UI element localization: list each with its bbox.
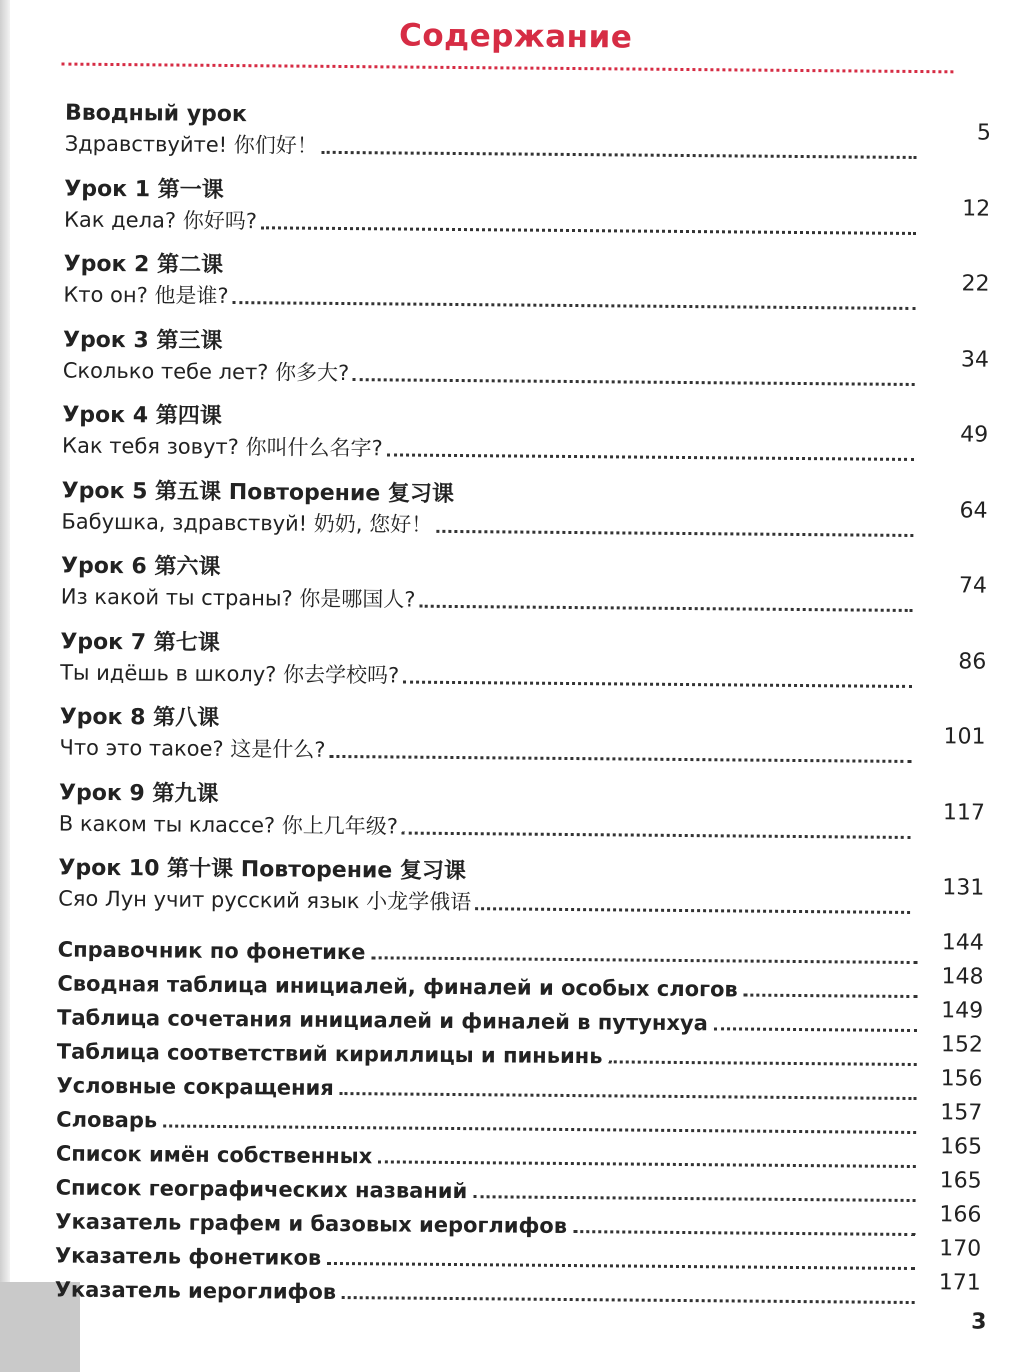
ref-label: Указатель графем и базовых иероглифов bbox=[55, 1209, 568, 1238]
dot-leader bbox=[608, 1060, 916, 1066]
ref-page-number: 152 bbox=[940, 1031, 984, 1058]
dot-leader bbox=[322, 151, 917, 159]
lesson-heading: Урок 1 第一课 bbox=[64, 176, 224, 203]
dot-leader bbox=[436, 529, 913, 536]
dot-leader bbox=[353, 378, 915, 386]
dot-leader bbox=[714, 1027, 917, 1032]
dot-leader bbox=[387, 453, 914, 461]
ref-page-number: 171 bbox=[938, 1269, 981, 1296]
toc-lesson-2[interactable] bbox=[63, 250, 990, 334]
lesson-subtitle: Как тебя зовут? 你叫什么名字? bbox=[62, 433, 383, 461]
lesson-heading: Урок 10 第十课 Повторение 复习课 bbox=[58, 855, 467, 885]
ref-label: Список имён собственных bbox=[55, 1141, 373, 1168]
ref-label: Таблица сочетания инициалей и финалей в путунхуа bbox=[57, 1005, 708, 1035]
lesson-subtitle-row bbox=[61, 506, 917, 543]
lesson-subtitle: Ты идёшь в школу? 你去学校吗? bbox=[60, 660, 400, 688]
lesson-subtitle-row bbox=[60, 657, 916, 694]
lesson-subtitle: Сяо Лун учит русский язык 小龙学俄语 bbox=[58, 886, 472, 915]
lesson-subtitle-row bbox=[59, 808, 915, 845]
dot-leader bbox=[163, 1124, 916, 1134]
toc-ref-character-index[interactable] bbox=[55, 1269, 981, 1311]
ref-label: Указатель фонетиков bbox=[54, 1243, 322, 1270]
dot-leader bbox=[329, 755, 911, 763]
lesson-subtitle: Здравствуйте! 你们好！ bbox=[64, 131, 318, 158]
ref-page-number: 166 bbox=[939, 1201, 982, 1228]
lesson-page-number: 101 bbox=[943, 724, 986, 750]
ref-label: Условные сокращения bbox=[56, 1073, 334, 1100]
lesson-heading: Урок 5 第五课 Повторение 复习课 bbox=[61, 478, 455, 507]
lesson-subtitle-row bbox=[59, 733, 915, 770]
toc-lesson-8[interactable] bbox=[59, 703, 986, 787]
lesson-page-number: 131 bbox=[942, 875, 985, 901]
ref-page-number: 156 bbox=[940, 1065, 983, 1092]
lesson-heading: Урок 2 第二课 bbox=[63, 251, 224, 278]
dot-leader bbox=[744, 993, 918, 998]
lesson-page-number: 86 bbox=[958, 648, 987, 675]
lesson-page-number: 117 bbox=[942, 799, 986, 826]
title-dotted-rule bbox=[61, 63, 953, 74]
toc-lesson-1[interactable] bbox=[64, 174, 991, 258]
lesson-page-number: 74 bbox=[958, 573, 988, 599]
lesson-page-number: 34 bbox=[960, 346, 990, 373]
lesson-page-number: 64 bbox=[959, 497, 988, 524]
dot-leader bbox=[573, 1230, 915, 1236]
dot-leader bbox=[261, 226, 916, 235]
toc-lesson-6[interactable] bbox=[61, 552, 988, 636]
dot-leader bbox=[473, 1195, 915, 1202]
toc-lesson-intro[interactable] bbox=[64, 99, 991, 183]
lesson-heading: Урок 3 第三课 bbox=[62, 327, 223, 354]
dot-leader bbox=[340, 1092, 917, 1100]
toc-lesson-3[interactable] bbox=[63, 325, 990, 409]
lesson-page-number: 12 bbox=[962, 195, 991, 222]
ref-label: Список географических названий bbox=[55, 1175, 468, 1203]
ref-page-number: 149 bbox=[941, 997, 984, 1024]
lesson-subtitle: Сколько тебе лет? 你多大? bbox=[62, 358, 350, 385]
ref-label: Указатель иероглифов bbox=[54, 1277, 337, 1304]
page-title: Содержание bbox=[398, 17, 633, 56]
lesson-heading: Вводный урок bbox=[64, 100, 248, 128]
lesson-heading: Урок 4 第四课 bbox=[62, 402, 222, 429]
dot-leader bbox=[475, 907, 910, 914]
lesson-heading: Урок 7 第七课 bbox=[60, 629, 220, 656]
lesson-subtitle: Кто он? 他是谁? bbox=[63, 282, 229, 309]
dot-leader bbox=[403, 680, 912, 687]
lesson-subtitle: Что это такое? 这是什么? bbox=[59, 735, 326, 762]
lesson-subtitle-row bbox=[62, 431, 918, 468]
dot-leader bbox=[419, 605, 912, 612]
ref-page-number: 165 bbox=[939, 1167, 982, 1194]
lesson-page-number: 22 bbox=[961, 271, 990, 297]
ref-page-number: 148 bbox=[941, 963, 984, 990]
lesson-subtitle-row bbox=[63, 355, 919, 392]
page-folio-number: 3 bbox=[971, 1309, 987, 1335]
lesson-subtitle-row bbox=[65, 129, 921, 166]
lesson-page-number: 49 bbox=[960, 422, 989, 448]
lesson-heading: Урок 8 第八课 bbox=[59, 704, 220, 731]
toc-lesson-9[interactable] bbox=[59, 778, 986, 862]
ref-label: Справочник по фонетике bbox=[57, 937, 366, 964]
ref-page-number: 165 bbox=[939, 1133, 983, 1160]
toc-lesson-4[interactable] bbox=[62, 401, 989, 485]
lesson-subtitle-row bbox=[61, 582, 917, 619]
lesson-subtitle-row bbox=[58, 884, 914, 921]
lesson-heading: Урок 9 第九课 bbox=[58, 780, 219, 807]
lesson-subtitle: Как дела? 你好吗? bbox=[63, 207, 258, 233]
dot-leader bbox=[233, 301, 916, 310]
lesson-subtitle-row bbox=[64, 204, 920, 241]
ref-page-number: 170 bbox=[939, 1235, 982, 1262]
dot-leader bbox=[342, 1296, 915, 1304]
ref-page-number: 144 bbox=[941, 929, 984, 956]
ref-label: Сводная таблица инициалей, финалей и особых слогов bbox=[57, 971, 738, 1001]
dot-leader bbox=[402, 831, 911, 838]
lesson-subtitle: Бабушка, здравствуй! 奶奶, 您好！ bbox=[61, 509, 433, 537]
lesson-subtitle-row bbox=[63, 280, 919, 317]
lesson-subtitle: В каком ты классе? 你上几年级? bbox=[58, 811, 399, 839]
dot-leader bbox=[371, 956, 917, 964]
lesson-subtitle: Из какой ты страны? 你是哪国人? bbox=[60, 584, 416, 612]
toc-lesson-10[interactable] bbox=[58, 854, 985, 938]
dot-leader bbox=[327, 1261, 915, 1269]
ref-label: Таблица соответствий кириллицы и пиньинь bbox=[56, 1039, 603, 1068]
toc-lesson-7[interactable] bbox=[60, 627, 987, 711]
table-of-contents bbox=[55, 99, 991, 1312]
ref-page-number: 157 bbox=[940, 1099, 983, 1126]
lesson-heading: Урок 6 第六课 bbox=[60, 553, 221, 580]
lesson-page-number: 5 bbox=[976, 120, 991, 146]
dot-leader bbox=[378, 1160, 916, 1168]
toc-lesson-5[interactable] bbox=[61, 476, 988, 560]
ref-label: Словарь bbox=[56, 1107, 158, 1132]
